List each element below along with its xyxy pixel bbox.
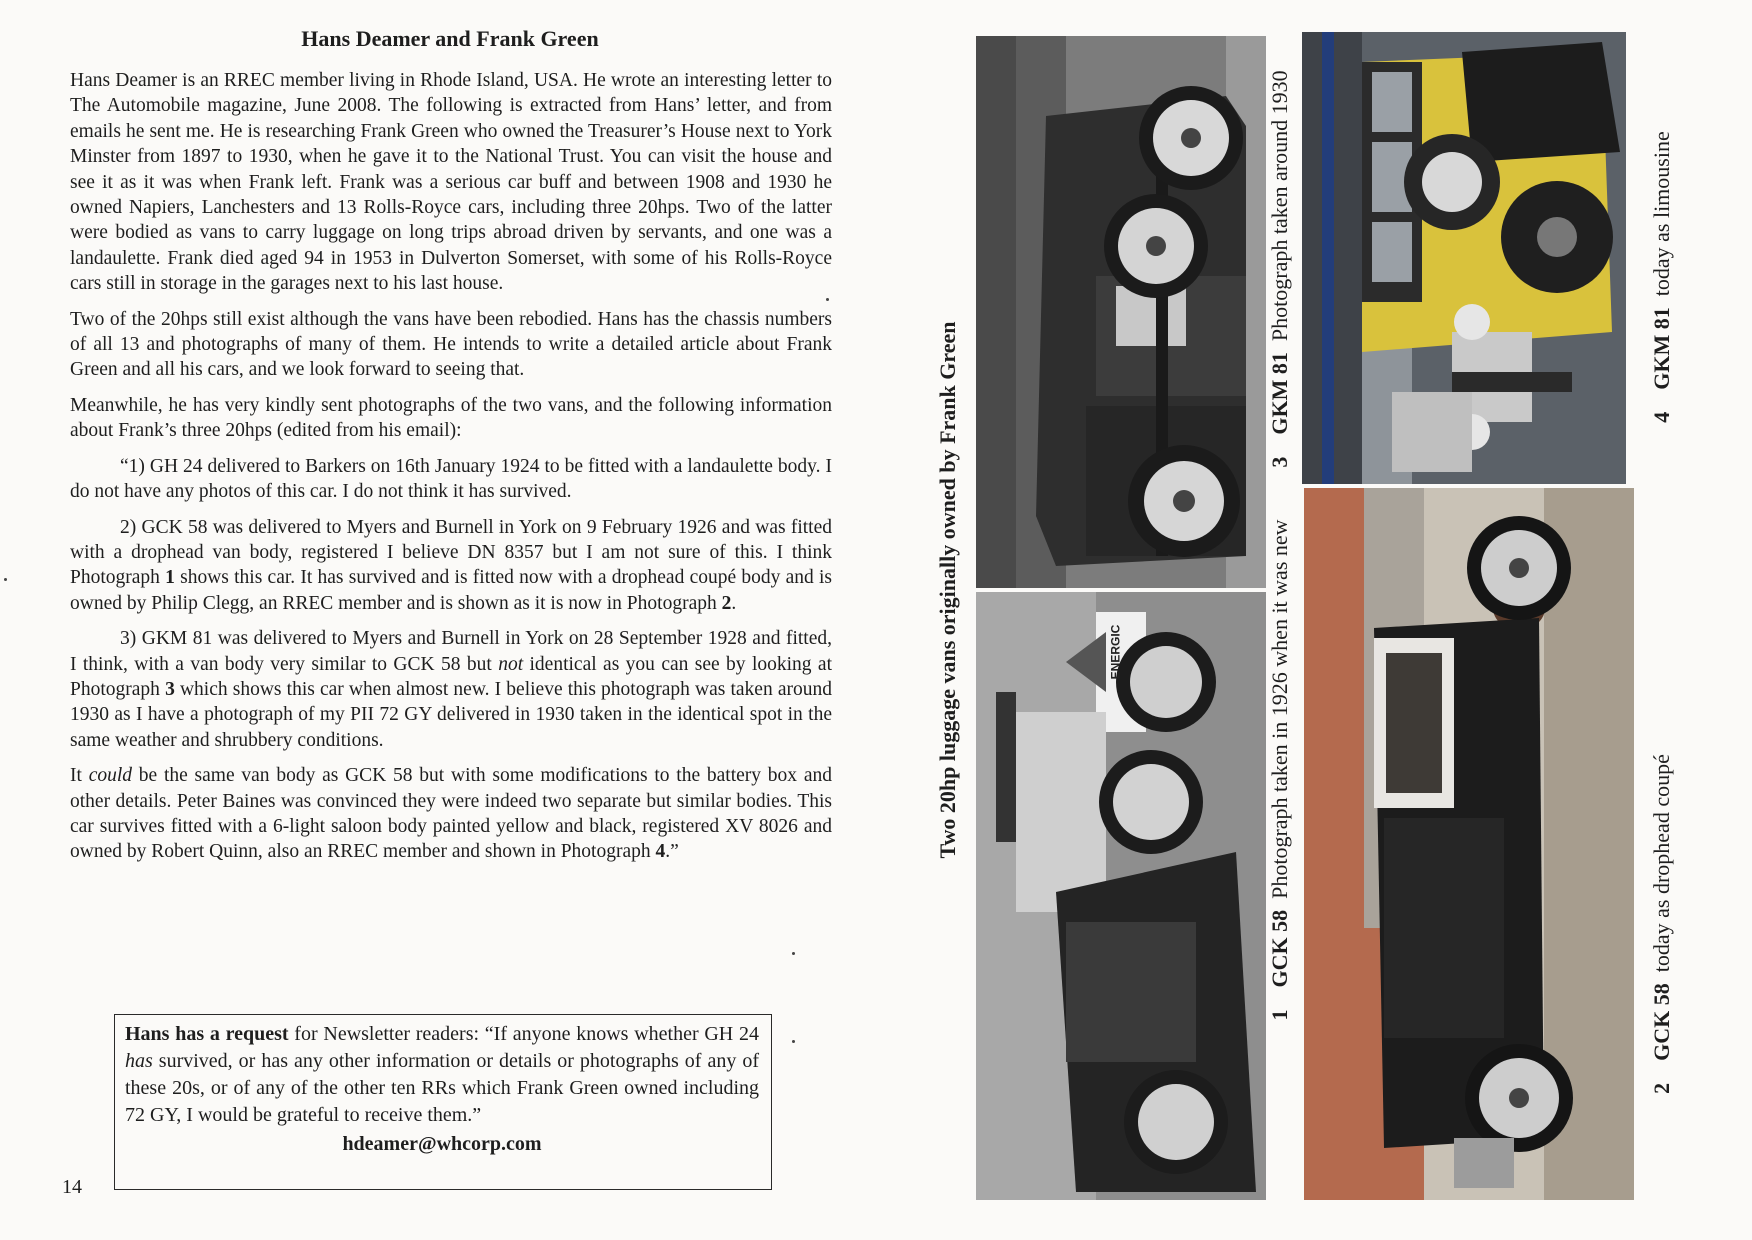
photo-ref: 4 xyxy=(655,841,666,863)
main-photo-caption: Two 20hp luggage vans originally owned by Frank Green xyxy=(935,321,960,859)
paragraph-chassis: Two of the 20hps still exist although the vans have been rebodied. Hans has the chassis numbers of all 13 and photographs of many of them. He intends to write a detailed article about Frank Green and all his cars, and we look forward to seeing that. xyxy=(70,308,832,381)
request-box xyxy=(114,1014,772,1190)
paragraph-could: It could be the same van body as GCK 58 but with some modifications to the battery box and other details. Peter Baines was convinced they were indeed two separate but similar bodies. This car survives fitted with a 6-light saloon body painted yellow and black, registered XV 8026 and owned by Robert Quinn, also an RREC member and shown in Photograph 4.” xyxy=(70,765,832,863)
photo-1-image xyxy=(976,36,1266,588)
photo-2-gck58-today xyxy=(1304,488,1634,1200)
paragraph-gck58: 2) GCK 58 was delivered to Myers and Burnell in York on 9 February 1926 and was fitted with a drophead van body, registered I believe DN 8357 but I am not sure of this. I think Photograph 1 shows this car. It has survived and is fitted now with a drophead coupé body and is owned by Philip Clegg, an RREC member and is shown as it is now in Photograph 2. xyxy=(70,516,832,614)
caption-photo-2: 2 GCK 58 today as drophead coupé xyxy=(1649,754,1674,1094)
paragraph-gkm81: 3) GKM 81 was delivered to Myers and Burnell in York on 28 September 1928 and fitted, I think, with a van body very similar to GCK 58 but not identical as you can see by looking at Photograph 3 which shows this car when almost new. I believe this photograph was taken around 1930 as I have a photograph of my PII 72 GY delivered in 1930 taken in the identical spot in the same weather and shrubbery conditions. xyxy=(70,628,833,751)
caption-photo-3: 3 GKM 81 Photograph taken around 1930 xyxy=(1267,70,1292,468)
paragraph-gh24: “1) GH 24 delivered to Barkers on 16th January 1924 to be fitted with a landaulette body. I do not have any photos of this car. I do not think it has survived. xyxy=(70,455,832,503)
scan-speck xyxy=(4,578,7,581)
photo-3-image xyxy=(1302,32,1626,484)
article-body xyxy=(70,68,832,875)
paragraph-meanwhile: Meanwhile, he has very kindly sent photographs of the two vans, and the following information about Frank’s three 20hps (edited from his email): xyxy=(70,394,832,442)
scan-speck xyxy=(792,1040,795,1043)
photo-ref: 1 xyxy=(165,567,175,589)
paragraph-intro: Hans Deamer is an RREC member living in Rhode Island, USA. He wrote an interesting letter to The Automobile magazine, June 2008. The following is extracted from Hans’ letter, and from emails he sent me. He is researching Frank Green who owned the Treasurer’s House next to York Minster from 1897 to 1930, when he gave it to the National Trust. You can visit the house and see it as it was when Frank left. Frank was a serious car buff and between 1908 and 1930 he owned Napiers, Lanchesters and 13 Rolls-Royce cars, including three 20hps. Two of the latter were bodied as vans to carry luggage on long trips abroad driven by servants, and one was a landaulette. Frank died aged 94 in 1953 in Dulverton Somerset, with some of his Rolls-Royce cars still in storage in the garages next to his last house. xyxy=(70,70,832,295)
right-page xyxy=(880,0,1752,1240)
page-number: 14 xyxy=(62,1176,82,1198)
request-text: Hans has a request for Newsletter readers: “If anyone knows whether GH 24 has survived, or has any other information or details or photographs of any of these 20s, or of any of the other ten RRs which Frank Green owned including 72 GY, I would be grateful to receive them.” xyxy=(125,1023,759,1126)
photo-1-gck58-1926 xyxy=(976,36,1266,588)
contact-email[interactable]: hdeamer@whcorp.com xyxy=(342,1133,542,1155)
photo-1-continued xyxy=(976,592,1266,1200)
article-title: Hans Deamer and Frank Green xyxy=(301,26,599,51)
scan-speck xyxy=(826,298,829,301)
photo-ref: 2 xyxy=(721,592,732,614)
photo-ref: 3 xyxy=(165,678,175,700)
scan-speck xyxy=(792,952,795,955)
photo-2-image xyxy=(1304,488,1634,1200)
photo-3-gkm81-1930 xyxy=(1302,32,1626,484)
energic-sign: ENERGIC xyxy=(1108,624,1122,680)
caption-photo-4: 4 GKM 81 today as limousine xyxy=(1649,131,1674,423)
caption-photo-1: 1 GCK 58 Photograph taken in 1926 when it was new xyxy=(1267,519,1292,1021)
